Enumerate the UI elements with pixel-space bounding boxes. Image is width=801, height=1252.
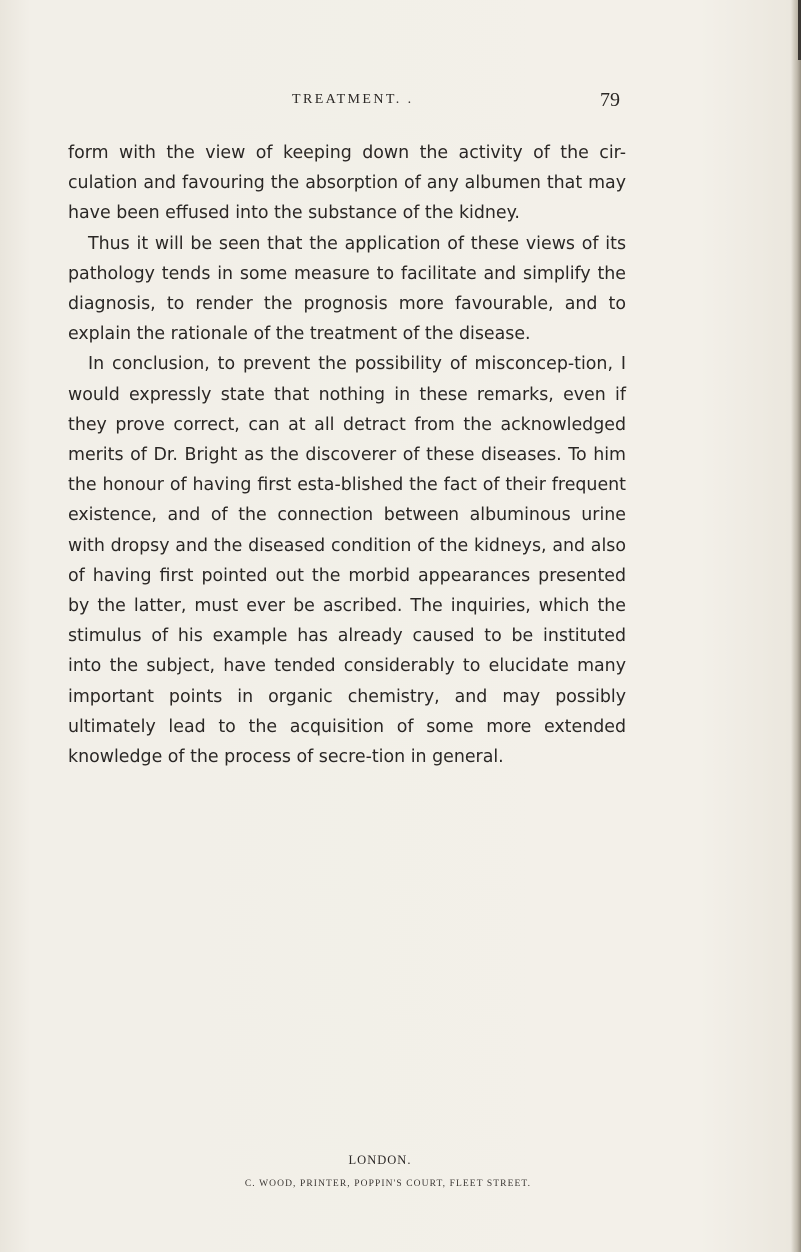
paragraph-thus: Thus it will be seen that the application of these views of its pathology tends in some measure to facilitate and simplify the diagnosis, to render the prognosis more favourable, and to explain the rationale of the treatment of the disease.: [68, 233, 626, 345]
running-head: [0, 89, 801, 116]
imprint-printer: C. WOOD, PRINTER, POPPIN'S COURT, FLEET STREET.: [244, 1179, 532, 1189]
paragraph-continuation: form with the view of keeping down the activity of the cir-culation and favouring the absorption of any albumen that may have been effused into the substance of the kidney.: [68, 143, 626, 224]
body-text: [68, 138, 626, 772]
imprint-city: LONDON.: [348, 1153, 412, 1167]
page-number: 79: [600, 89, 620, 111]
page-edge-shadow: [791, 0, 801, 1252]
running-title: TREATMENT. .: [292, 92, 414, 107]
paragraph-conclusion: In conclusion, to prevent the possibility of misconcep-tion, I would expressly state that nothing in these remarks, even if they prove correct, can at all detract from the acknowledged merits of Dr. Bright as the discoverer of these diseases. To him the honour of having first esta-blished the fact of their frequent existence, and of the connection between albuminous urine with dropsy and the diseased condition of the kidneys, and also of having first pointed out the morbid appearances presented by the latter, must ever be ascribed. The inquiries, which the stimulus of his example has already caused to be instituted into the subject, have tended considerably to elucidate many important points in organic chemistry, and may possibly ultimately lead to the acquisition of some more extended knowledge of the process of secre-tion in general.: [68, 354, 626, 768]
